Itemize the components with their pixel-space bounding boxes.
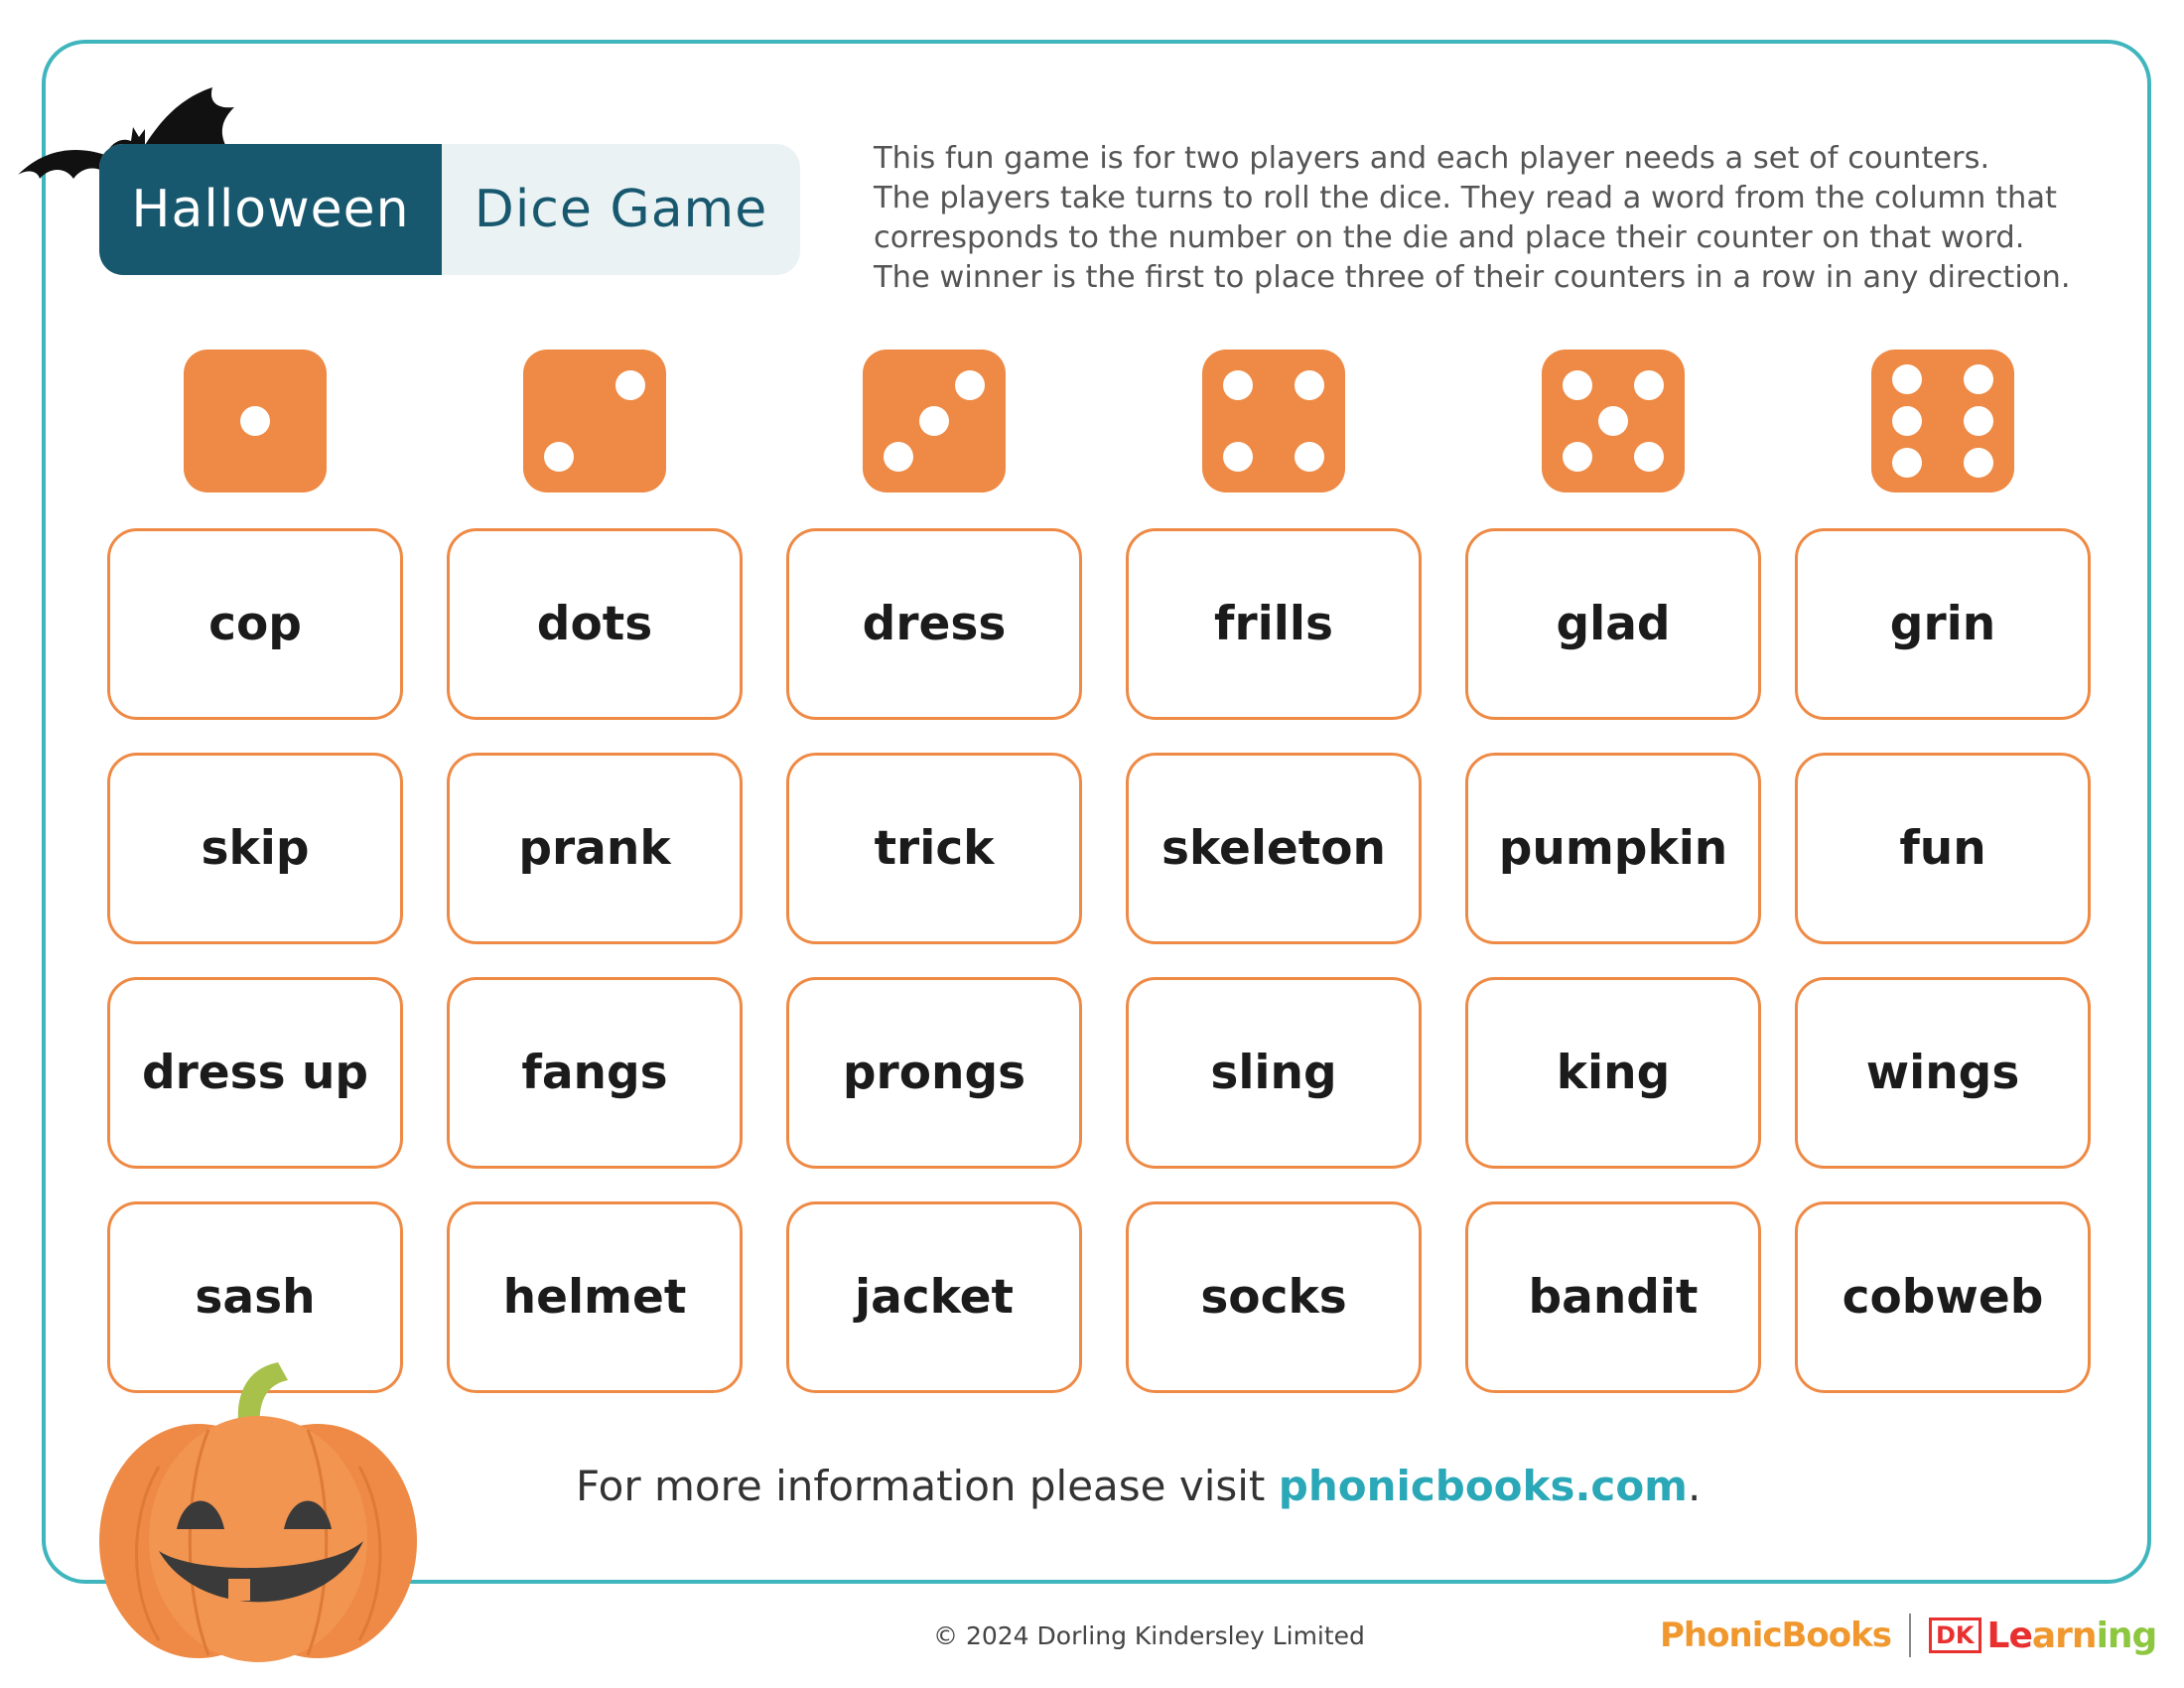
- word-card[interactable]: wings: [1795, 977, 2091, 1169]
- footer-info: [576, 1462, 1701, 1510]
- die-icon: [1202, 350, 1345, 492]
- word-card[interactable]: jacket: [786, 1201, 1082, 1393]
- die-pip: [1892, 448, 1922, 478]
- word-card[interactable]: fun: [1795, 753, 2091, 944]
- die-pip: [1223, 370, 1253, 400]
- word-card[interactable]: skeleton: [1126, 753, 1422, 944]
- word-card[interactable]: dots: [447, 528, 743, 720]
- instruction-line: The players take turns to roll the dice. They read a word from the column that: [874, 181, 2058, 215]
- website-link[interactable]: phonicbooks.com: [1278, 1462, 1688, 1510]
- word-card[interactable]: sling: [1126, 977, 1422, 1169]
- publisher-logos: [1660, 1611, 2156, 1660]
- instructions: [874, 139, 2105, 298]
- title-banner: [99, 144, 800, 275]
- die-pip: [919, 406, 949, 436]
- die-pip: [955, 370, 985, 400]
- word-card[interactable]: prongs: [786, 977, 1082, 1169]
- word-card[interactable]: glad: [1465, 528, 1761, 720]
- word-card[interactable]: sash: [107, 1201, 403, 1393]
- word-card[interactable]: pumpkin: [1465, 753, 1761, 944]
- die-pip: [1598, 406, 1628, 436]
- die-pip: [1892, 364, 1922, 394]
- title-halloween: Halloween: [99, 144, 442, 275]
- word-card[interactable]: skip: [107, 753, 403, 944]
- die-pip: [1634, 370, 1664, 400]
- die-icon: [1871, 350, 2014, 492]
- die-pip: [1295, 442, 1324, 472]
- word-card[interactable]: helmet: [447, 1201, 743, 1393]
- instruction-line: corresponds to the number on the die and place their counter on that word.: [874, 220, 2025, 255]
- footer-suffix: .: [1687, 1462, 1702, 1510]
- word-card[interactable]: frills: [1126, 528, 1422, 720]
- word-card[interactable]: dress: [786, 528, 1082, 720]
- word-card[interactable]: dress up: [107, 977, 403, 1169]
- die-icon: [863, 350, 1006, 492]
- instruction-line: This fun game is for two players and each player needs a set of counters.: [874, 141, 1990, 176]
- copyright: © 2024 Dorling Kindersley Limited: [933, 1621, 1365, 1650]
- word-card[interactable]: socks: [1126, 1201, 1422, 1393]
- die-pip: [240, 406, 270, 436]
- pumpkin-icon: [89, 1342, 427, 1670]
- die-pip: [1223, 442, 1253, 472]
- die-pip: [1563, 442, 1592, 472]
- phonicbooks-logo: PhonicBooks: [1660, 1616, 1891, 1655]
- die-pip: [544, 442, 574, 472]
- dk-logo: DK: [1929, 1618, 1981, 1653]
- learning-logo: Learning: [1986, 1615, 2157, 1656]
- word-card[interactable]: grin: [1795, 528, 2091, 720]
- die-pip: [1295, 370, 1324, 400]
- die-pip: [1964, 364, 1993, 394]
- die-pip: [1892, 406, 1922, 436]
- title-dice-game: Dice Game: [474, 180, 768, 239]
- die-pip: [1964, 406, 1993, 436]
- die-icon: [523, 350, 666, 492]
- word-card[interactable]: prank: [447, 753, 743, 944]
- word-card[interactable]: fangs: [447, 977, 743, 1169]
- die-pip: [1964, 448, 1993, 478]
- die-pip: [884, 442, 913, 472]
- die-pip: [1563, 370, 1592, 400]
- instruction-line: The winner is the first to place three of their counters in a row in any direction.: [874, 260, 2071, 295]
- die-icon: [184, 350, 327, 492]
- footer-info-text: For more information please visit: [576, 1462, 1279, 1510]
- logo-divider: [1909, 1614, 1911, 1657]
- word-card[interactable]: cobweb: [1795, 1201, 2091, 1393]
- word-card[interactable]: bandit: [1465, 1201, 1761, 1393]
- die-pip: [615, 370, 645, 400]
- die-pip: [1634, 442, 1664, 472]
- word-card[interactable]: king: [1465, 977, 1761, 1169]
- die-icon: [1542, 350, 1685, 492]
- word-card[interactable]: trick: [786, 753, 1082, 944]
- word-card[interactable]: cop: [107, 528, 403, 720]
